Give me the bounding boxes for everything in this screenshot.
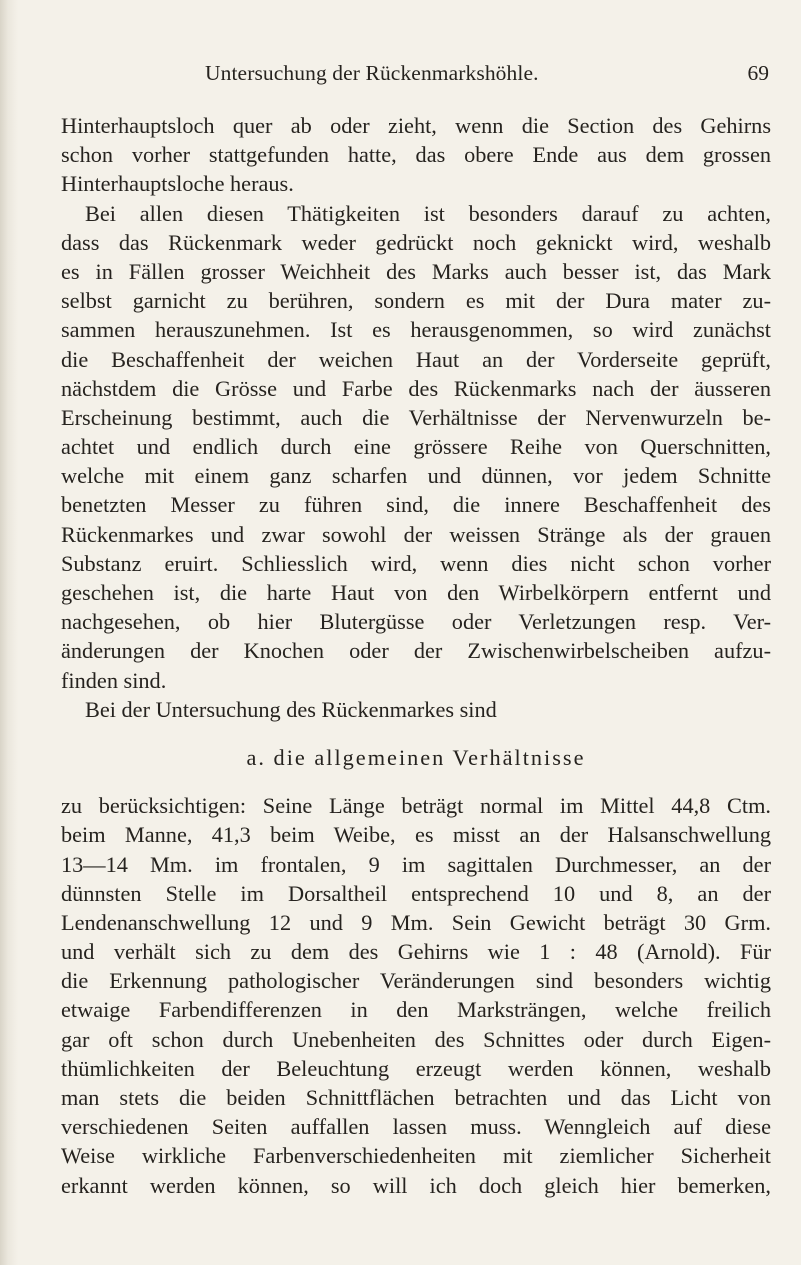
text-line: Lendenanschwellung 12 und 9 Mm. Sein Gewicht beträgt 30 Grm. [61, 909, 771, 935]
text-line: nachgesehen, ob hier Blutergüsse oder Verletzungen resp. Ver- [61, 609, 771, 635]
text-line: selbst garnicht zu berühren, sondern es mit der Dura mater zu- [61, 288, 771, 314]
running-title: Untersuchung der Rückenmarkshöhle. [205, 61, 539, 85]
text-line: man stets die beiden Schnittflächen betrachten und das Licht von [61, 1085, 771, 1110]
text-line: finden sind. [61, 667, 167, 693]
text-line: sammen herauszunehmen. Ist es herausgenommen, so wird zunächst [61, 317, 771, 343]
text-line: Substanz eruirt. Schliesslich wird, wenn dies nicht schon vorher [61, 550, 771, 576]
text-line: Weise wirkliche Farbenverschiedenheiten mit ziemlicher Sicherheit [61, 1143, 771, 1169]
text-line: nächstdem die Grösse und Farbe des Rückenmarks nach der äusseren [61, 375, 771, 401]
text-line: Rückenmarkes und zwar sowohl der weissen Stränge als der grauen [61, 521, 771, 547]
text-line: beim Manne, 41,3 beim Weibe, es misst an der Halsanschwellung [61, 822, 771, 848]
text-line: achtet und endlich durch eine grössere Reihe von Querschnitten, [61, 434, 771, 460]
page-number: 69 [747, 61, 769, 85]
text-line: Hinterhauptsloch quer ab oder zieht, wenn die Section des Gehirns [61, 113, 771, 138]
text-line: etwaige Farbendifferenzen in den Marksträngen, welche freilich [61, 997, 771, 1023]
text-line: Hinterhauptsloche heraus. [61, 171, 294, 197]
text-line: verschiedenen Seiten auffallen lassen muss. Wenngleich auf diese [61, 1114, 771, 1140]
text-line: die Erkennung pathologischer Veränderungen sind besonders wichtig [61, 968, 771, 994]
text-line: 13—14 Mm. im frontalen, 9 im sagittalen Durchmesser, an der [61, 851, 771, 877]
text-line: die Beschaffenheit der weichen Haut an der Vorderseite geprüft, [61, 346, 771, 372]
page-edge-shadow [0, 0, 18, 1265]
text-line: schon vorher stattgefunden hatte, das obere Ende aus dem grossen [61, 142, 771, 168]
text-line: und verhält sich zu dem des Gehirns wie 1 : 48 (Arnold). Für [61, 939, 771, 965]
text-line: zu berücksichtigen: Seine Länge beträgt normal im Mittel 44,8 Ctm. [61, 793, 771, 819]
text-line: geschehen ist, die harte Haut von den Wirbelkörpern entfernt und [61, 580, 771, 605]
text-line: dünnsten Stelle im Dorsaltheil entsprechend 10 und 8, an der [61, 880, 771, 906]
page-header [0, 61, 801, 91]
text-line: welche mit einem ganz scharfen und dünnen, vor jedem Schnitte [61, 463, 771, 489]
text-line: dass das Rückenmark weder gedrückt noch geknickt wird, weshalb [61, 229, 771, 255]
text-line: änderungen der Knochen oder der Zwischenwirbelscheiben aufzu- [61, 638, 771, 664]
text-line: Bei allen diesen Thätigkeiten ist besonders darauf zu achten, [85, 200, 771, 226]
body-text [61, 111, 771, 1200]
text-line: es in Fällen grosser Weichheit des Marks auch besser ist, das Mark [61, 258, 771, 284]
text-line: Erscheinung bestimmt, auch die Verhältnisse der Nervenwurzeln be- [61, 404, 771, 430]
text-line: Bei der Untersuchung des Rückenmarkes sind [85, 696, 497, 722]
text-line: erkannt werden können, so will ich doch gleich hier bemerken, [61, 1172, 771, 1198]
text-line: thümlichkeiten der Beleuchtung erzeugt werden können, weshalb [61, 1055, 771, 1081]
section-heading: a. die allgemeinen Verhältnisse [246, 744, 586, 770]
text-line: gar oft schon durch Unebenheiten des Schnittes oder durch Eigen- [61, 1026, 771, 1052]
text-line: benetzten Messer zu führen sind, die innere Beschaffenheit des [61, 492, 771, 518]
